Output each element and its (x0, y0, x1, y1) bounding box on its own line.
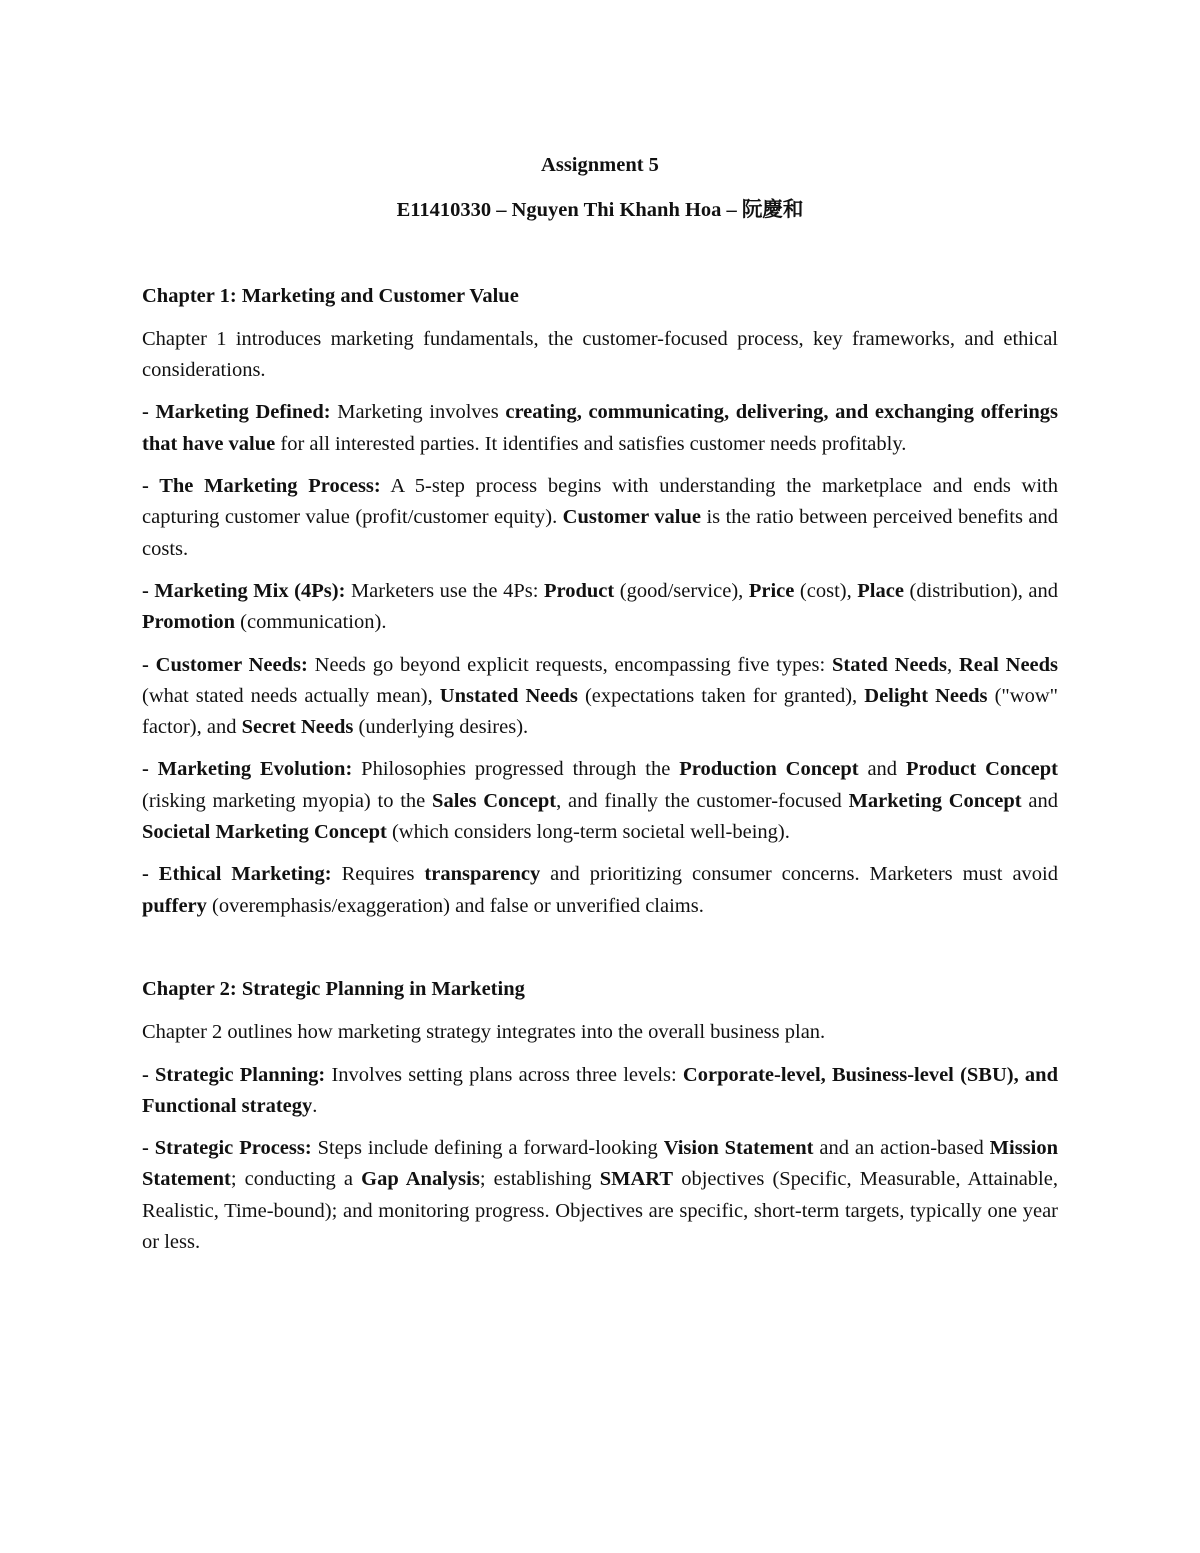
bold-run: Delight Needs (864, 684, 988, 707)
bold-run: Sales Concept (432, 789, 557, 812)
text-run: Philosophies progressed through the (352, 758, 680, 781)
text-run: (risking marketing myopia) to the (142, 789, 433, 812)
document-subtitle: E11410330 – Nguyen Thi Khanh Hoa – 阮慶和 (396, 199, 804, 222)
text-run: (which considers long-term societal well-being). (386, 821, 790, 844)
chapter-1-marketing-process (142, 471, 1058, 565)
bold-run: Place (857, 579, 904, 602)
chapter-2-heading: Chapter 2: Strategic Planning in Marketing (142, 977, 525, 1000)
text-run: , (947, 653, 959, 676)
chapter-1-customer-needs (142, 650, 1058, 744)
text-run: (overemphasis/exaggeration) and false or unverified claims. (206, 894, 704, 917)
text-run: is the ratio between perceived benefits and costs. (142, 506, 1058, 560)
text-run: (good/service), (614, 579, 749, 602)
text-run: (what stated needs actually mean), (142, 684, 440, 707)
text-run: (communication). (235, 611, 387, 634)
bullet-lead: - Customer Needs: (142, 653, 308, 676)
text-run: for all interested parties. It identifies and satisfies customer needs profitably. (275, 432, 907, 455)
text-run: and an action-based (813, 1137, 990, 1160)
bold-run: Price (748, 579, 795, 602)
chapter-1-intro: Chapter 1 introduces marketing fundamentals, the customer-focused process, key frameworks, and ethical considerations. (142, 327, 1058, 382)
bullet-lead: - Marketing Mix (4Ps): (142, 579, 346, 602)
text-run: (underlying desires). (353, 716, 529, 739)
bold-run: Customer value (562, 506, 701, 529)
text-run: A 5-step process begins with understanding the marketplace and ends with capturing customer value (profit/customer equity). (142, 475, 1059, 529)
text-run: Marketing involves (330, 401, 506, 424)
text-run: . (312, 1094, 318, 1117)
text-run: (expectations taken for granted), (577, 684, 865, 707)
chapter-1-marketing-defined (142, 397, 1058, 460)
bold-run: Marketing Concept (848, 789, 1022, 812)
text-run: and prioritizing consumer concerns. Marketers must avoid (540, 863, 1058, 886)
text-run: Marketers use the 4Ps: (345, 579, 544, 602)
chapter-1-marketing-mix (142, 576, 1058, 639)
bold-run: Mission Statement (142, 1137, 1059, 1191)
bold-run: Real Needs (958, 653, 1059, 676)
chapter-1-heading: Chapter 1: Marketing and Customer Value (142, 284, 519, 307)
bold-run: Stated Needs (832, 653, 948, 676)
text-run: Needs go beyond explicit requests, encompassing five types: (307, 653, 833, 676)
bold-run: Product (543, 579, 615, 602)
text-run: ("wow" factor), and (142, 684, 1059, 739)
chapter-2-intro: Chapter 2 outlines how marketing strategy integrates into the overall business plan. (142, 1021, 826, 1044)
text-run: and (1021, 789, 1058, 812)
text-run: Requires (331, 863, 425, 886)
chapter-2-strategic-process (142, 1133, 1058, 1258)
bold-run: Product Concept (905, 758, 1058, 781)
text-run: Involves setting plans across three levels: (325, 1063, 683, 1086)
text-run: Steps include defining a forward-looking (311, 1137, 664, 1160)
bold-run: Secret Needs (241, 716, 354, 739)
bold-run: Production Concept (679, 758, 859, 781)
chapter-1-marketing-evolution (142, 754, 1058, 848)
bold-run: Gap Analysis (361, 1168, 480, 1191)
document-page (142, 150, 1058, 1269)
bold-run: creating, communicating, delivering, and exchanging offerings that have value (142, 401, 1058, 455)
bold-run: Corporate-level, Business-level (SBU), and Functional strategy (142, 1063, 1058, 1117)
text-run: ; conducting a (230, 1168, 362, 1191)
bold-run: Societal Marketing Concept (142, 821, 387, 844)
bullet-lead: - Marketing Evolution: (142, 758, 353, 781)
bold-run: Vision Statement (663, 1137, 814, 1160)
text-run: (cost), (794, 579, 858, 602)
bold-run: transparency (424, 863, 541, 886)
bullet-lead: - Marketing Defined: (142, 401, 331, 424)
chapter-1-ethical-marketing (142, 859, 1058, 922)
bullet-lead: - Ethical Marketing: (142, 863, 332, 886)
document-title: Assignment 5 (541, 154, 659, 176)
bullet-lead: - The Marketing Process: (142, 475, 381, 498)
bold-run: Promotion (142, 611, 236, 634)
bold-run: puffery (142, 894, 207, 917)
bullet-lead: - Strategic Process: (142, 1137, 312, 1160)
chapter-2-strategic-planning (142, 1060, 1058, 1123)
bold-run: Unstated Needs (439, 684, 578, 707)
text-run: and (858, 758, 906, 781)
bullet-lead: - Strategic Planning: (142, 1063, 326, 1086)
text-run: (distribution), and (903, 579, 1058, 602)
bold-run: SMART (599, 1168, 674, 1191)
text-run: ; establishing (479, 1168, 600, 1191)
text-run: objectives (Specific, Measurable, Attainable, Realistic, Time-bound); and monitoring progress. Objectives are specific, short-term targets, typically one year or less. (142, 1168, 1058, 1254)
text-run: , and finally the customer-focused (556, 789, 849, 812)
